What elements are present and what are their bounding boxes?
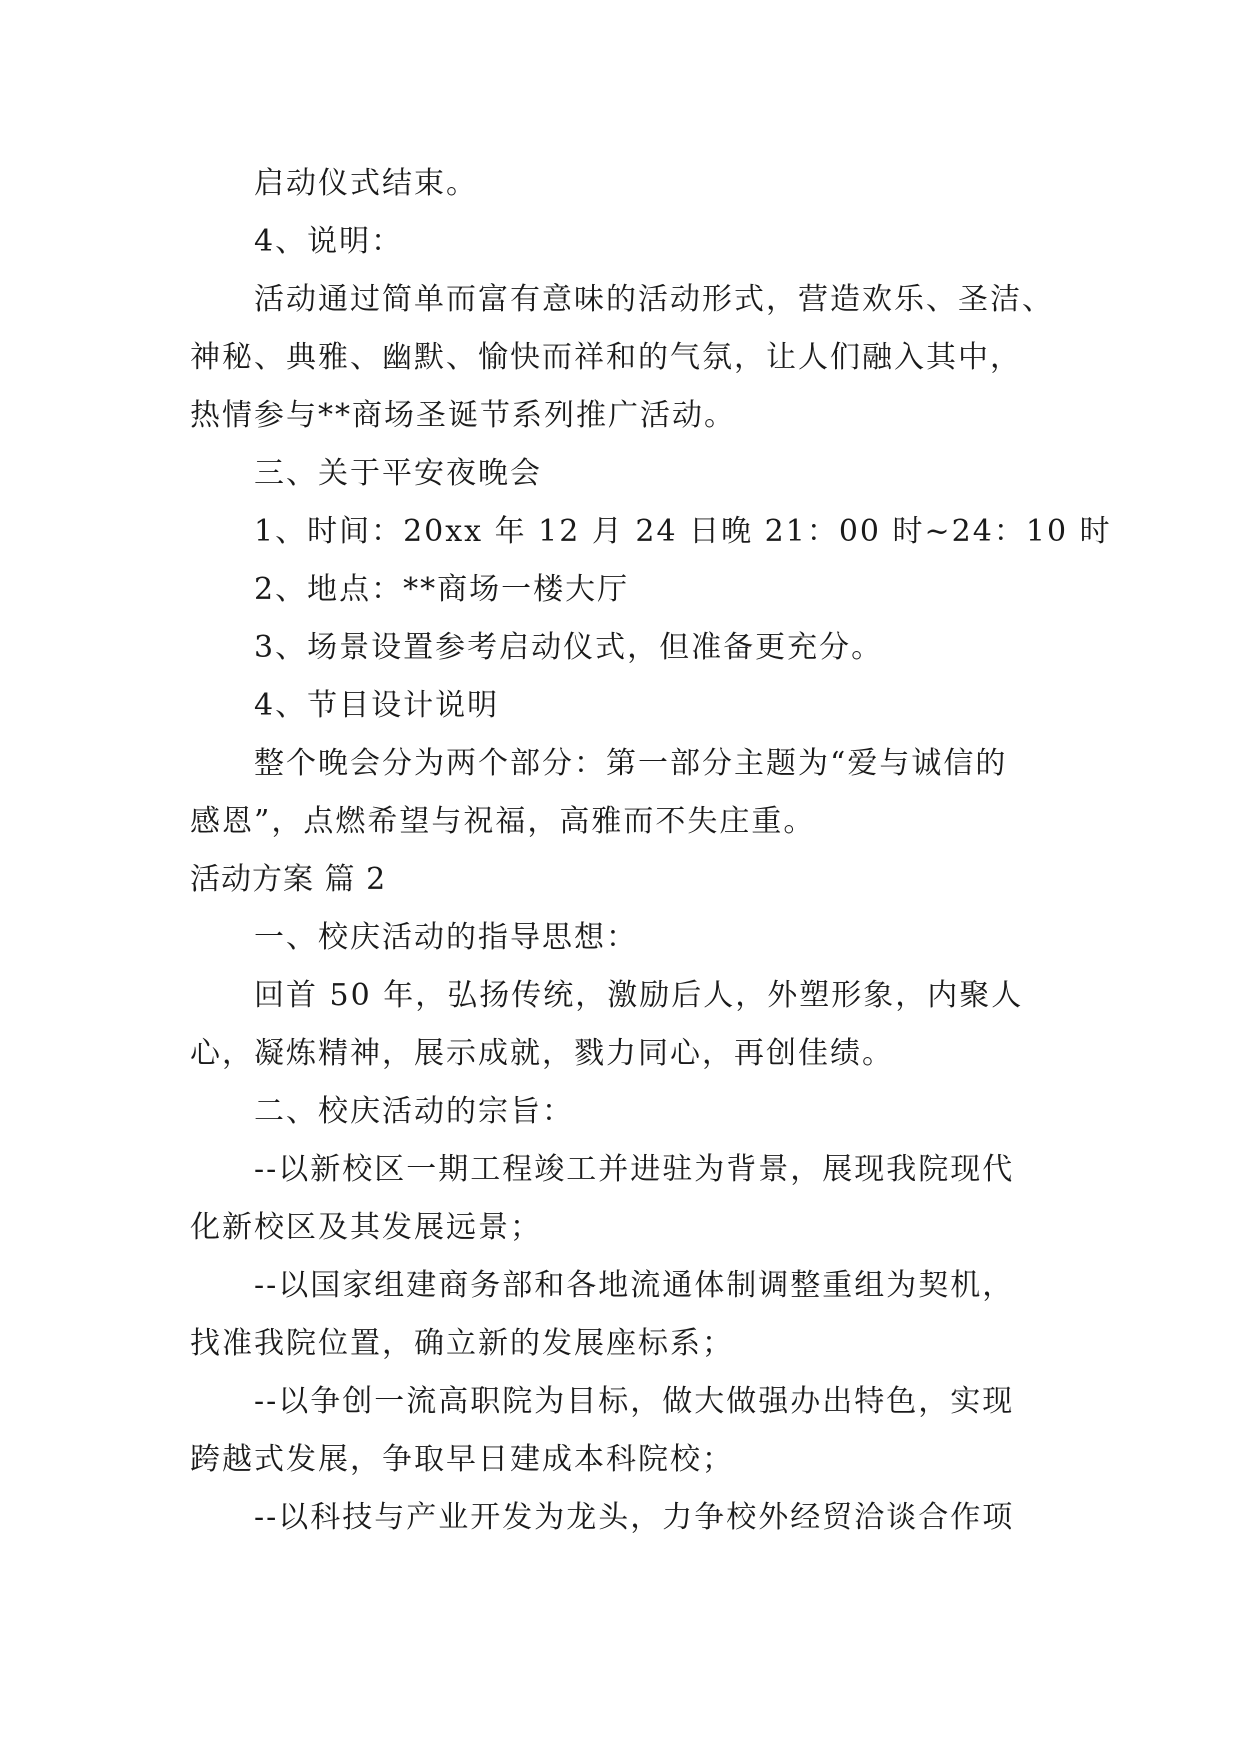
paragraph-line: 热情参与**商场圣诞节系列推广活动。 [190, 398, 736, 433]
paragraph-line: 神秘、典雅、幽默、愉快而祥和的气氛，让人们融入其中， [190, 340, 1022, 375]
paragraph-line: 1、时间：20xx 年 12 月 24 日晚 21：00 时~24：10 时 [254, 514, 1112, 549]
paragraph-line: 启动仪式结束。 [254, 166, 478, 201]
section-heading: 一、校庆活动的指导思想： [254, 920, 638, 955]
section-heading: 三、关于平安夜晚会 [254, 456, 542, 491]
paragraph-line: --以科技与产业开发为龙头，力争校外经贸洽谈合作项 [254, 1500, 1015, 1535]
paragraph-line: 找准我院位置，确立新的发展座标系； [190, 1326, 734, 1361]
paragraph-line: 化新校区及其发展远景； [190, 1210, 542, 1245]
paragraph-line: 3、场景设置参考启动仪式，但准备更充分。 [254, 630, 884, 665]
paragraph-line: 心，凝炼精神，展示成就，戮力同心，再创佳绩。 [190, 1036, 894, 1071]
section-heading: 二、校庆活动的宗旨： [254, 1094, 574, 1129]
paragraph-line: 回首 50 年，弘扬传统，激励后人，外塑形象，内聚人 [254, 978, 1024, 1013]
paragraph-line: --以新校区一期工程竣工并进驻为背景，展现我院现代 [254, 1152, 1015, 1187]
paragraph-line: 2、地点：**商场一楼大厅 [254, 572, 630, 607]
document-page [190, 155, 1112, 1547]
paragraph-line: 感恩”，点燃希望与祝福，高雅而不失庄重。 [190, 804, 816, 839]
paragraph-line: 跨越式发展，争取早日建成本科院校； [190, 1442, 734, 1477]
document-title: 活动方案 篇 2 [190, 862, 387, 897]
section-heading: 4、节目设计说明 [254, 688, 500, 723]
paragraph-line: 整个晚会分为两个部分：第一部分主题为“爱与诚信的 [254, 746, 1008, 781]
paragraph-line: --以争创一流高职院为目标，做大做强办出特色，实现 [254, 1384, 1015, 1419]
section-heading: 4、说明： [254, 224, 404, 259]
paragraph-line: --以国家组建商务部和各地流通体制调整重组为契机， [254, 1268, 1015, 1303]
paragraph-line: 活动通过简单而富有意味的活动形式，营造欢乐、圣洁、 [254, 282, 1054, 317]
